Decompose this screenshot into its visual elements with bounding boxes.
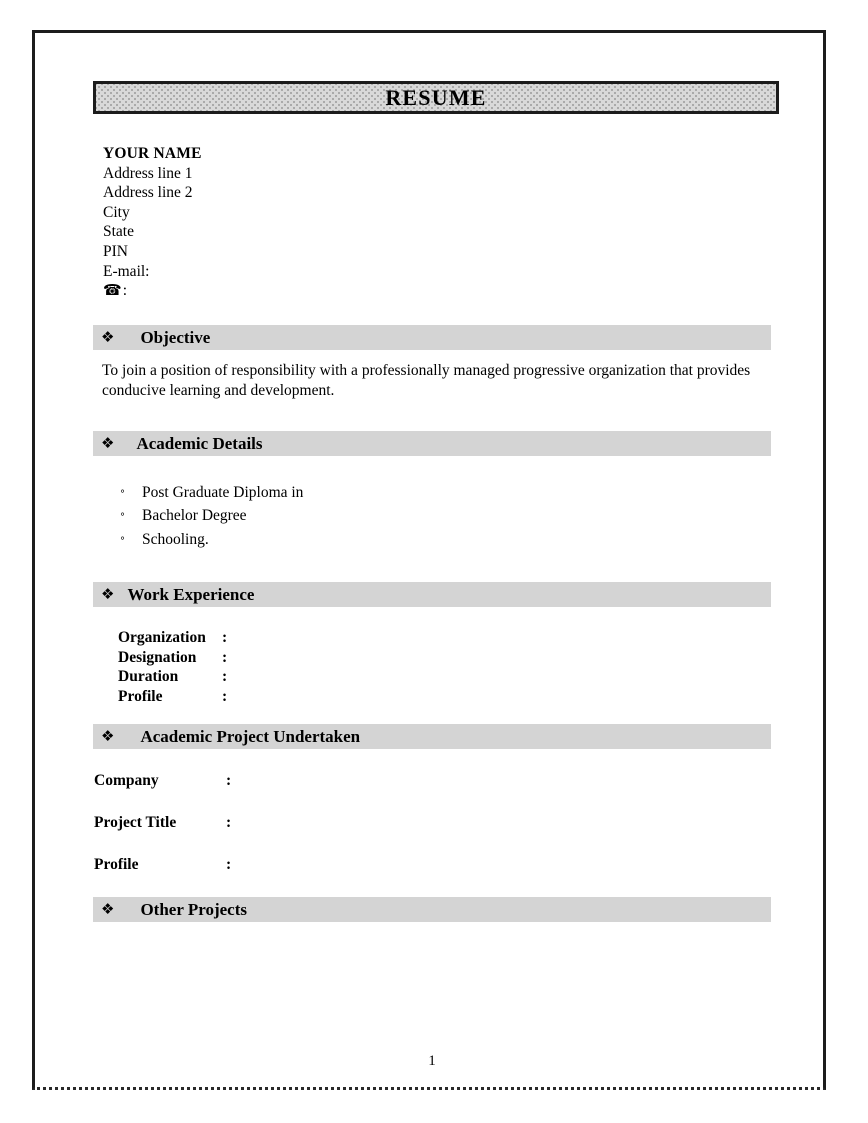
circle-bullet-icon: ° xyxy=(120,488,125,500)
section-title-academic-project: Academic Project Undertaken xyxy=(140,727,361,747)
section-header-academic-details xyxy=(93,431,771,456)
list-item-label: Schooling. xyxy=(142,530,209,548)
field-separator: : xyxy=(226,856,232,874)
candidate-name: YOUR NAME xyxy=(103,145,202,162)
list-item-label: Bachelor Degree xyxy=(142,507,247,525)
field-row xyxy=(118,667,779,687)
section-title-objective: Objective xyxy=(140,327,211,347)
field-separator: : xyxy=(222,687,228,705)
field-row xyxy=(94,771,779,790)
section-header-academic-project xyxy=(93,724,771,749)
diamond-bullet-icon: ❖ xyxy=(101,727,115,746)
field-separator: : xyxy=(222,648,228,666)
list-item xyxy=(120,505,779,529)
phone-label: : xyxy=(122,282,127,300)
address-line-1: Address line 1 xyxy=(103,164,193,182)
field-separator: : xyxy=(226,772,232,790)
address-line-2: Address line 2 xyxy=(103,184,193,202)
field-row xyxy=(118,648,779,668)
section-header-other-projects xyxy=(93,897,771,922)
city: City xyxy=(103,203,130,221)
field-label: Company xyxy=(94,772,159,790)
field-label: Duration xyxy=(118,668,179,686)
circle-bullet-icon: ° xyxy=(120,512,125,524)
field-row xyxy=(118,628,779,648)
field-label: Designation xyxy=(118,648,197,666)
list-item xyxy=(120,529,779,553)
diamond-bullet-icon: ❖ xyxy=(101,585,115,604)
pin: PIN xyxy=(103,242,128,260)
work-experience-fields xyxy=(118,628,779,706)
list-item-label: Post Graduate Diploma in xyxy=(142,483,304,501)
academic-details-list xyxy=(120,482,779,553)
field-separator: : xyxy=(226,814,232,832)
field-separator: : xyxy=(222,668,228,686)
section-title-work-experience: Work Experience xyxy=(127,585,255,605)
state: State xyxy=(103,223,134,241)
page-frame xyxy=(32,30,826,1090)
document-title: RESUME xyxy=(385,84,487,110)
diamond-bullet-icon: ❖ xyxy=(101,433,115,452)
diamond-bullet-icon: ❖ xyxy=(101,327,115,346)
field-label: Organization xyxy=(118,629,206,647)
section-header-objective xyxy=(93,325,771,350)
section-title-other-projects: Other Projects xyxy=(140,900,247,920)
page-number: 1 xyxy=(428,1053,436,1069)
diamond-bullet-icon: ❖ xyxy=(101,900,115,919)
page-content xyxy=(93,81,779,1041)
telephone-icon: ☎ xyxy=(103,281,122,300)
email-label: E-mail: xyxy=(103,262,150,280)
field-label: Profile xyxy=(94,856,139,874)
field-row xyxy=(94,855,779,874)
academic-project-fields xyxy=(94,771,779,874)
document-title-bar xyxy=(93,81,779,114)
contact-block xyxy=(103,144,779,301)
circle-bullet-icon: ° xyxy=(120,535,125,547)
objective-body: To join a position of responsibility with a professionally managed progressive organization that provides conducive learning and development. xyxy=(102,361,751,399)
field-label: Project Title xyxy=(94,814,177,832)
field-row xyxy=(94,813,779,832)
section-title-academic-details: Academic Details xyxy=(136,433,263,453)
field-row xyxy=(118,687,779,707)
section-header-work-experience xyxy=(93,582,771,607)
field-separator: : xyxy=(222,629,228,647)
list-item xyxy=(120,482,779,506)
phone-row xyxy=(103,281,779,301)
field-label: Profile xyxy=(118,687,163,705)
